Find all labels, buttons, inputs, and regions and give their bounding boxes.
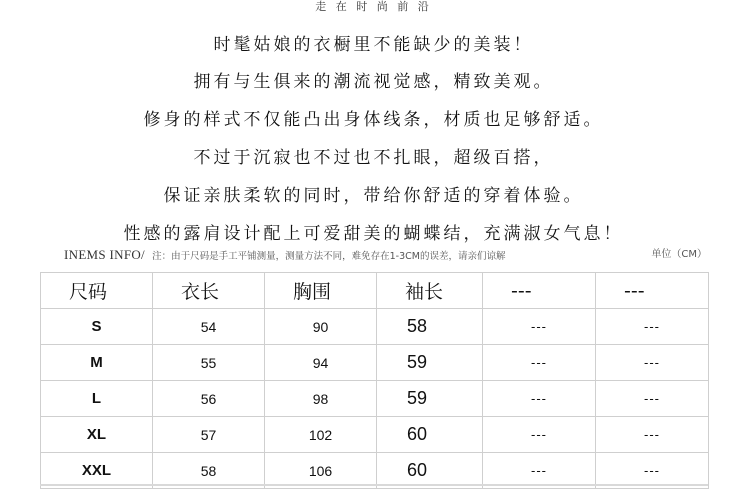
cell-sleeve: 60: [377, 453, 483, 489]
header-empty-1: ---: [483, 273, 596, 309]
tagline-2: 拥有与生俱来的潮流视觉感，精致美观。: [193, 72, 554, 92]
table-row: [41, 345, 709, 381]
cell-empty: ---: [596, 381, 709, 417]
cell-empty: ---: [596, 417, 709, 453]
cell-size: XXL: [41, 453, 153, 489]
measurement-note: 注：由于尺码是手工平铺测量，测量方法不同，难免存在1-3CM的误差，请亲们谅解: [152, 251, 506, 262]
table-row: [41, 309, 709, 345]
cell-length: 56: [153, 381, 265, 417]
cell-empty: ---: [483, 345, 596, 381]
tagline-5: 保证亲肤柔软的同时，带给你舒适的穿着体验。: [163, 186, 584, 206]
tagline-1: 时髦姑娘的衣橱里不能缺少的美装！: [213, 35, 534, 55]
cell-size: M: [41, 345, 153, 381]
cell-empty: ---: [483, 381, 596, 417]
cell-chest: 106: [265, 453, 377, 489]
cell-length: 54: [153, 309, 265, 345]
cell-chest: 90: [265, 309, 377, 345]
tagline-6: 性感的露肩设计配上可爱甜美的蝴蝶结，充满淑女气息！: [123, 224, 624, 244]
size-info-title: INEMS INFO/: [64, 247, 145, 262]
unit-label: 单位（CM）: [651, 249, 707, 260]
brand-slogan: 走 在 时 尚 前 沿: [315, 0, 432, 13]
cell-size: XL: [41, 417, 153, 453]
size-info-row: [64, 246, 707, 264]
cell-empty: ---: [483, 417, 596, 453]
cell-chest: 94: [265, 345, 377, 381]
cell-empty: ---: [596, 309, 709, 345]
table-row: [41, 381, 709, 417]
size-chart-table: [40, 272, 709, 489]
header-length: 衣长: [153, 273, 265, 309]
bottom-divider: [40, 484, 708, 486]
cell-empty: ---: [596, 453, 709, 489]
cell-empty: ---: [483, 309, 596, 345]
tagline-4: 不过于沉寂也不过也不扎眼，超级百搭，: [193, 148, 554, 168]
header-empty-2: ---: [596, 273, 709, 309]
cell-sleeve: 59: [377, 381, 483, 417]
table-header-row: [41, 273, 709, 309]
cell-empty: ---: [483, 453, 596, 489]
header-sleeve: 袖长: [377, 273, 483, 309]
cell-empty: ---: [596, 345, 709, 381]
cell-size: L: [41, 381, 153, 417]
table-row: [41, 417, 709, 453]
tagline-3: 修身的样式不仅能凸出身体线条，材质也足够舒适。: [143, 110, 604, 130]
cell-length: 55: [153, 345, 265, 381]
cell-sleeve: 59: [377, 345, 483, 381]
cell-chest: 98: [265, 381, 377, 417]
cell-chest: 102: [265, 417, 377, 453]
cell-size: S: [41, 309, 153, 345]
cell-length: 57: [153, 417, 265, 453]
cell-sleeve: 58: [377, 309, 483, 345]
header-size: 尺码: [41, 273, 153, 309]
cell-length: 58: [153, 453, 265, 489]
header-chest: 胸围: [265, 273, 377, 309]
cell-sleeve: 60: [377, 417, 483, 453]
